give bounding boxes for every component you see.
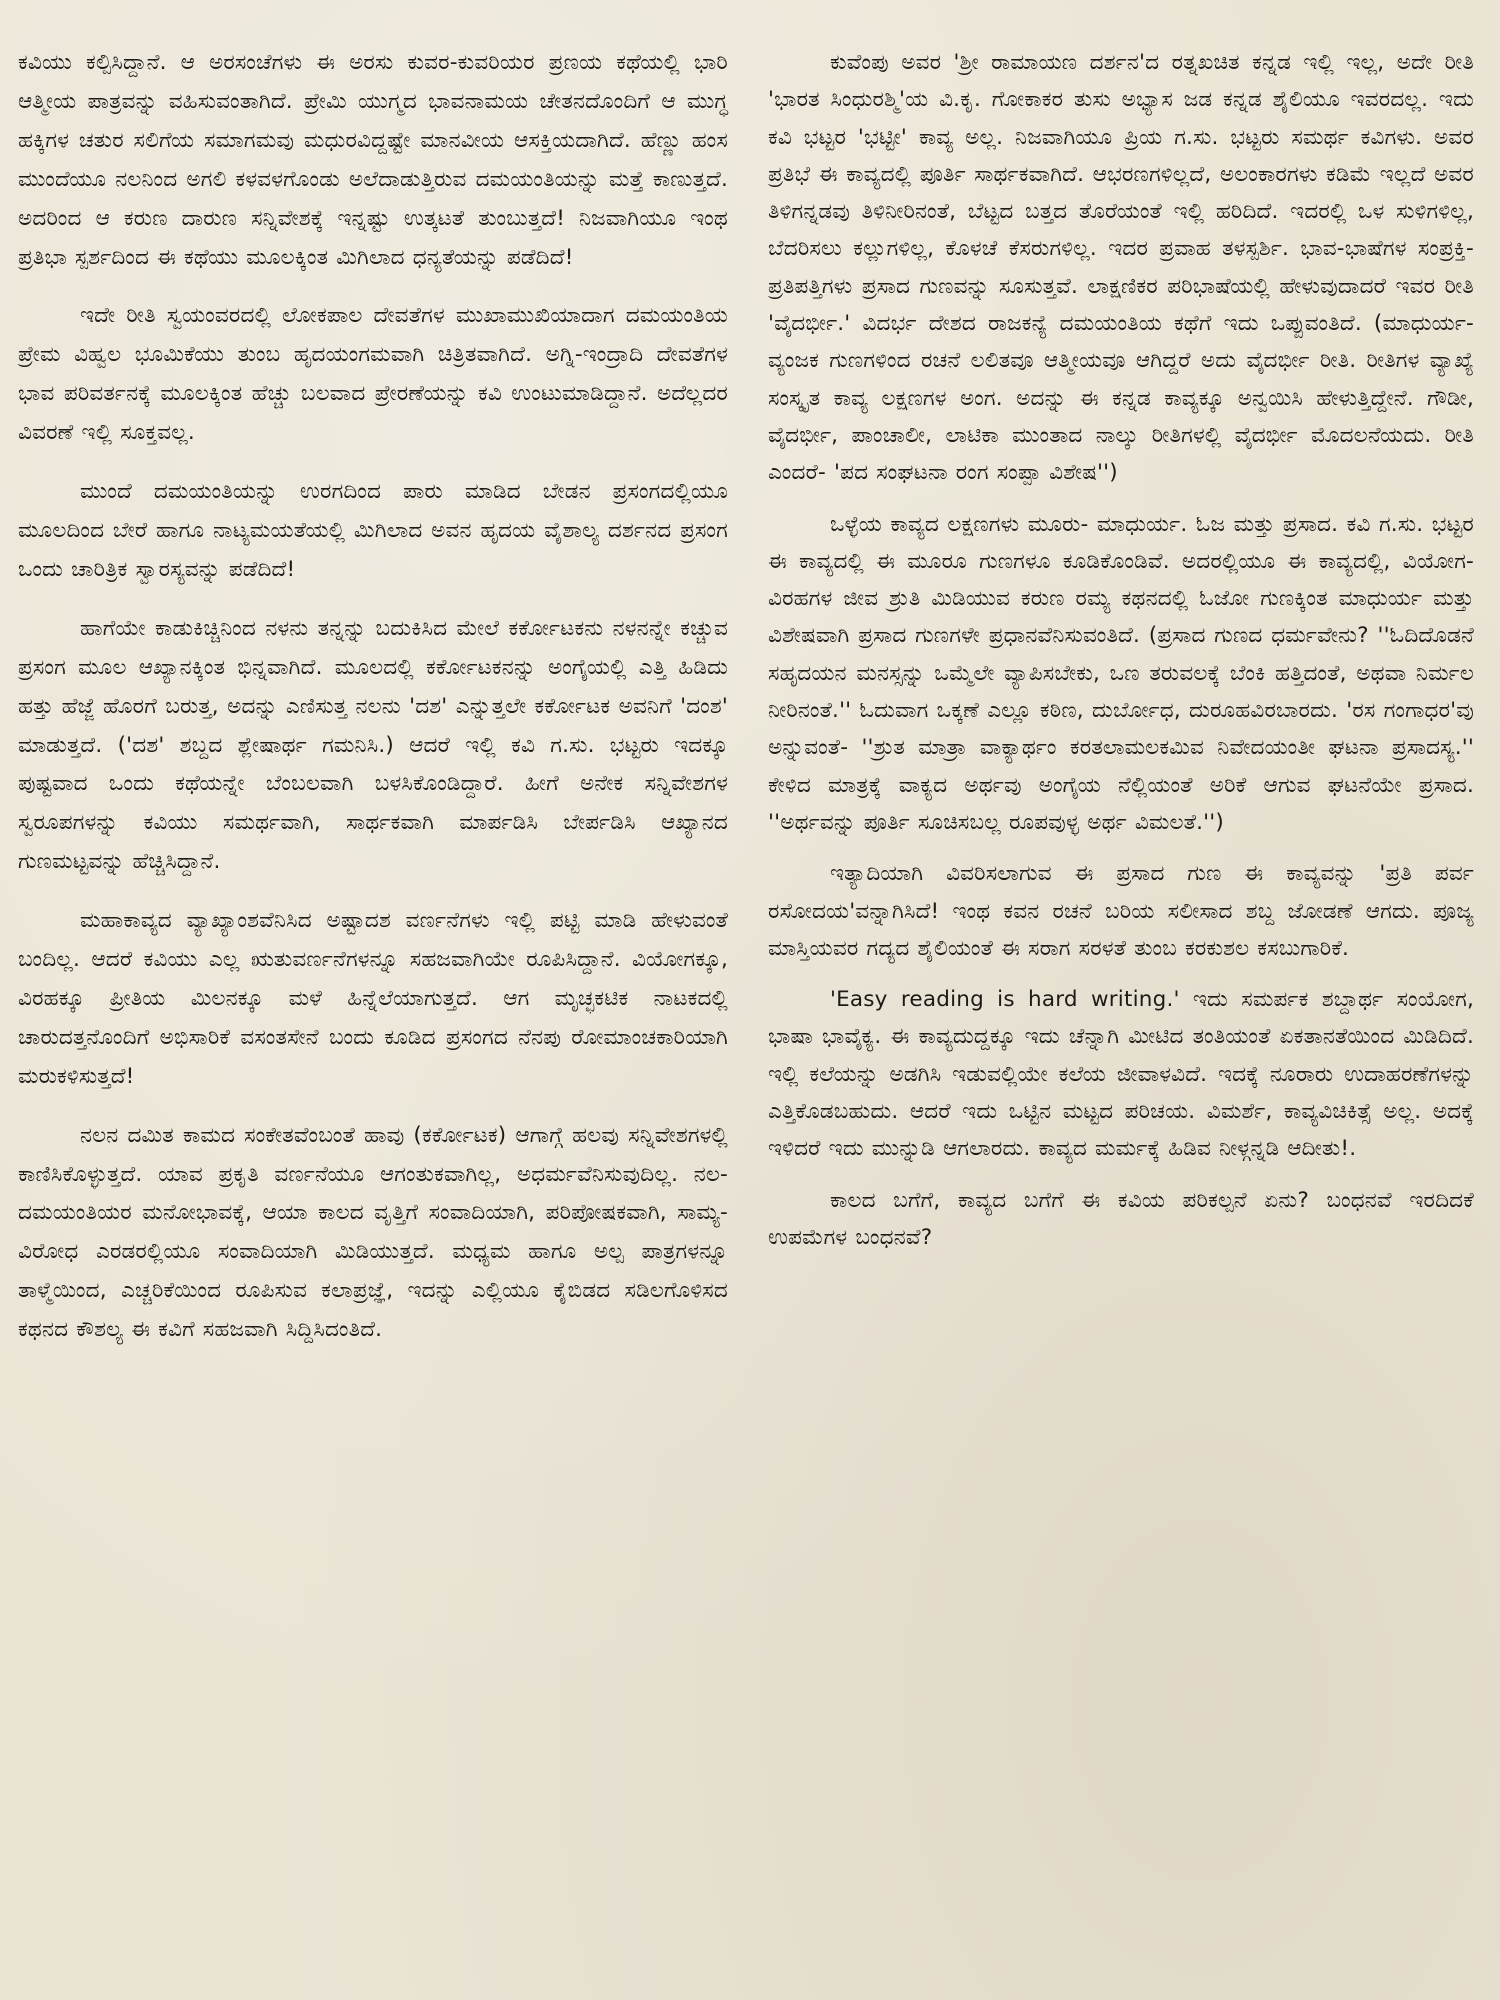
left-column <box>18 44 728 1970</box>
paragraph-karkotaka: ಹಾಗೆಯೇ ಕಾಡುಕಿಚ್ಚಿನಿಂದ ನಳನು ತನ್ನನ್ನು ಬದುಕಿಸಿದ ಮೇಲೆ ಕರ್ಕೋಟಕನು ನಳನನ್ನೇ ಕಚ್ಚುವ ಪ್ರಸಂಗ ಮೂಲ ಆಖ್ಯಾನಕ್ಕಿಂತ ಭಿನ್ನವಾಗಿದೆ. ಮೂಲದಲ್ಲಿ ಕರ್ಕೋಟಕನನ್ನು ಅಂಗೈಯಲ್ಲಿ ಎತ್ತಿ ಹಿಡಿದು ಹತ್ತು ಹೆಜ್ಜೆ ಹೊರಗೆ ಬರುತ್ತ, ಅದನ್ನು ಎಣಿಸುತ್ತ ನಲನು 'ದಶ' ಎನ್ನುತ್ತಲೇ ಕರ್ಕೋಟಕ ಅವನಿಗೆ 'ದಂಶ' ಮಾಡುತ್ತದೆ. ('ದಶ' ಶಬ್ದದ ಶ್ಲೇಷಾರ್ಥ ಗಮನಿಸಿ.) ಆದರೆ ಇಲ್ಲಿ ಕವಿ ಗ.ಸು. ಭಟ್ಟರು ಇದಕ್ಕೂ ಪುಷ್ಟವಾದ ಒಂದು ಕಥೆಯನ್ನೇ ಬೆಂಬಲವಾಗಿ ಬಳಸಿಕೊಂಡಿದ್ದಾರೆ. ಹೀಗೆ ಅನೇಕ ಸನ್ನಿವೇಶಗಳ ಸ್ವರೂಪಗಳನ್ನು ಕವಿಯು ಸಮರ್ಥವಾಗಿ, ಸಾರ್ಥಕವಾಗಿ ಮಾರ್ಪಡಿಸಿ ಬೇರ್ಪಡಿಸಿ ಆಖ್ಯಾನದ ಗುಣಮಟ್ಟವನ್ನು ಹೆಚ್ಚಿಸಿದ್ದಾನೆ. <box>18 615 728 875</box>
paragraph-descriptions: ಮಹಾಕಾವ್ಯದ ವ್ಯಾಖ್ಯಾಂಶವೆನಿಸಿದ ಅಷ್ಟಾದಶ ವರ್ಣನೆಗಳು ಇಲ್ಲಿ ಪಟ್ಟಿ ಮಾಡಿ ಹೇಳುವಂತೆ ಬಂದಿಲ್ಲ. ಆದರೆ ಕವಿಯು ಎಲ್ಲ ಋತುವರ್ಣನೆಗಳನ್ನೂ ಸಹಜವಾಗಿಯೇ ರೂಪಿಸಿದ್ದಾನೆ. ವಿಯೋಗಕ್ಕೂ, ವಿರಹಕ್ಕೂ ಪ್ರೀತಿಯ ಮಿಲನಕ್ಕೂ ಮಳೆ ಹಿನ್ನೆಲೆಯಾಗುತ್ತದೆ. ಆಗ ಮೃಚ್ಛಕಟಿಕ ನಾಟಕದಲ್ಲಿ ಚಾರುದತ್ತನೊಂದಿಗೆ ಅಭಿಸಾರಿಕೆ ವಸಂತಸೇನೆ ಬಂದು ಕೂಡಿದ ಪ್ರಸಂಗದ ನೆನಪು ರೋಮಾಂಚಕಾರಿಯಾಗಿ ಮರುಕಳಿಸುತ್ತದೆ! <box>18 908 728 1089</box>
paragraph-hamsa-messengers: ಕವಿಯು ಕಲ್ಪಿಸಿದ್ದಾನೆ. ಆ ಅರಸಂಚೆಗಳು ಈ ಅರಸು ಕುವರ-ಕುವರಿಯರ ಪ್ರಣಯ ಕಥೆಯಲ್ಲಿ ಭಾರಿ ಆತ್ಮೀಯ ಪಾತ್ರವನ್ನು ವಹಿಸುವಂತಾಗಿದೆ. ಪ್ರೇಮಿ ಯುಗ್ಮದ ಭಾವನಾಮಯ ಚೇತನದೊಂದಿಗೆ ಆ ಮುಗ್ಧ ಹಕ್ಕಿಗಳ ಚತುರ ಸಲಿಗೆಯ ಸಮಾಗಮವು ಮಧುರವಿದ್ದಷ್ಟೇ ಮಾನವೀಯ ಆಸಕ್ತಿಯದಾಗಿದೆ. ಹೆಣ್ಣು ಹಂಸ ಮುಂದೆಯೂ ನಲನಿಂದ ಅಗಲಿ ಕಳವಳಗೊಂಡು ಅಲೆದಾಡುತ್ತಿರುವ ದಮಯಂತಿಯನ್ನು ಮತ್ತೆ ಕಾಣುತ್ತದೆ. ಅದರಿಂದ ಆ ಕರುಣ ದಾರುಣ ಸನ್ನಿವೇಶಕ್ಕೆ ಇನ್ನಷ್ಟು ಉತ್ಕಟತೆ ತುಂಬುತ್ತದೆ! ನಿಜವಾಗಿಯೂ ಇಂಥ ಪ್ರತಿಭಾ ಸ್ಪರ್ಶದಿಂದ ಈ ಕಥೆಯು ಮೂಲಕ್ಕಿಂತ ಮಿಗಿಲಾದ ಧನ್ಯತೆಯನ್ನು ಪಡೆದಿದೆ! <box>18 50 728 270</box>
paragraph-prasada-guna: ಇತ್ಯಾದಿಯಾಗಿ ವಿವರಿಸಲಾಗುವ ಈ ಪ್ರಸಾದ ಗುಣ ಈ ಕಾವ್ಯವನ್ನು 'ಪ್ರತಿ ಪರ್ವ ರಸೋದಯ'ವನ್ನಾಗಿಸಿದೆ! ಇಂಥ ಕವನ ರಚನೆ ಬರಿಯ ಸಲೀಸಾದ ಶಬ್ದ ಜೋಡಣೆ ಆಗದು. ಪೂಜ್ಯ ಮಾಸ್ತಿಯವರ ಗದ್ಯದ ಶೈಲಿಯಂತೆ ಈ ಸರಾಗ ಸರಳತೆ ತುಂಬ ಕರಕುಶಲ ಕಸಬುಗಾರಿಕೆ. <box>768 861 1474 961</box>
paragraph-easy-reading: 'Easy reading is hard writing.' ಇದು ಸಮರ್ಪಕ ಶಬ್ದಾರ್ಥ ಸಂಯೋಗ, ಭಾಷಾ ಭಾವೈಕ್ಯ. ಈ ಕಾವ್ಯದುದ್ದಕ್ಕೂ ಇದು ಚೆನ್ನಾಗಿ ಮೀಟಿದ ತಂತಿಯಂತೆ ಏಕತಾನತೆಯಿಂದ ಮಿಡಿದಿದೆ. ಇಲ್ಲಿ ಕಲೆಯನ್ನು ಅಡಗಿಸಿ ಇಡುವಲ್ಲಿಯೇ ಕಲೆಯ ಜೀವಾಳವಿದೆ. ಇದಕ್ಕೆ ನೂರಾರು ಉದಾಹರಣೆಗಳನ್ನು ಎತ್ತಿಕೊಡಬಹುದು. ಆದರೆ ಇದು ಒಟ್ಟಿನ ಮಟ್ಟದ ಪರಿಚಯ. ವಿಮರ್ಶೆ, ಕಾವ್ಯವಿಚಿಕಿತ್ಸೆ ಅಲ್ಲ. ಅದಕ್ಕೆ ಇಳಿದರೆ ಇದು ಮುನ್ನುಡಿ ಆಗಲಾರದು. ಕಾವ್ಯದ ಮರ್ಮಕ್ಕೆ ಹಿಡಿವ ನೀಳ್ಗನ್ನಡಿ ಆದೀತು!. <box>768 987 1474 1162</box>
paragraph-style-comparison: ಕುವೆಂಪು ಅವರ 'ಶ್ರೀ ರಾಮಾಯಣ ದರ್ಶನ'ದ ರತ್ನಖಚಿತ ಕನ್ನಡ ಇಲ್ಲಿ ಇಲ್ಲ, ಅದೇ ರೀತಿ 'ಭಾರತ ಸಿಂಧುರಶ್ಮಿ'ಯ ವಿ.ಕೃ. ಗೋಕಾಕರ ತುಸು ಅಭ್ಯಾಸ ಜಡ ಕನ್ನಡ ಶೈಲಿಯೂ ಇವರದಲ್ಲ. ಇದು ಕವಿ ಭಟ್ಟರ 'ಭಟ್ಟೀ' ಕಾವ್ಯ ಅಲ್ಲ. ನಿಜವಾಗಿಯೂ ಪ್ರಿಯ ಗ.ಸು. ಭಟ್ಟರು ಸಮರ್ಥ ಕವಿಗಳು. ಅವರ ಪ್ರತಿಭೆ ಈ ಕಾವ್ಯದಲ್ಲಿ ಪೂರ್ತಿ ಸಾರ್ಥಕವಾಗಿದೆ. ಆಭರಣಗಳಿಲ್ಲದೆ, ಅಲಂಕಾರಗಳು ಕಡಿಮೆ ಇಲ್ಲದೆ ಅವರ ತಿಳಿಗನ್ನಡವು ತಿಳಿನೀರಿನಂತೆ, ಬೆಟ್ಟದ ಬತ್ತದ ತೊರೆಯಂತೆ ಇಲ್ಲಿ ಹರಿದಿದೆ. ಇದರಲ್ಲಿ ಒಳ ಸುಳಿಗಳಿಲ್ಲ, ಬೆದರಿಸಲು ಕಲ್ಲುಗಳಿಲ್ಲ, ಕೊಳಚೆ ಕೆಸರುಗಳಿಲ್ಲ. ಇದರ ಪ್ರವಾಹ ತಳಸ್ಪರ್ಶಿ. ಭಾವ-ಭಾಷೆಗಳ ಸಂಪ್ರಕ್ತಿ-ಪ್ರತಿಪತ್ತಿಗಳು ಪ್ರಸಾದ ಗುಣವನ್ನು ಸೂಸುತ್ತವೆ. ಲಾಕ್ಷಣಿಕರ ಪರಿಭಾಷೆಯಲ್ಲಿ ಹೇಳುವುದಾದರೆ ಇವರ ರೀತಿ 'ವೈದರ್ಭೀ.' ವಿದರ್ಭ ದೇಶದ ರಾಜಕನ್ಯೆ ದಮಯಂತಿಯ ಕಥೆಗೆ ಇದು ಒಪ್ಪುವಂತಿದೆ. (ಮಾಧುರ್ಯ-ವ್ಯಂಜಕ ಗುಣಗಳಿಂದ ರಚನೆ ಲಲಿತವೂ ಆತ್ಮೀಯವೂ ಆಗಿದ್ದರೆ ಅದು ವೈದರ್ಭೀ ರೀತಿ. ರೀತಿಗಳ ವ್ಯಾಖ್ಯೆ ಸಂಸ್ಕೃತ ಕಾವ್ಯ ಲಕ್ಷಣಗಳ ಅಂಗ. ಅದನ್ನು ಈ ಕನ್ನಡ ಕಾವ್ಯಕ್ಕೂ ಅನ್ವಯಿಸಿ ಹೇಳುತ್ತಿದ್ದೇನೆ. ಗೌಡೀ, ವೈದರ್ಭೀ, ಪಾಂಚಾಲೀ, ಲಾಟಿಕಾ ಮುಂತಾದ ನಾಲ್ಕು ರೀತಿಗಳಲ್ಲಿ ವೈದರ್ಭೀ ಮೊದಲನೆಯದು. ರೀತಿ ಎಂದರೆ- 'ಪದ ಸಂಘಟನಾ ರಂಗ ಸಂಪ್ಪಾ ವಿಶೇಷ'') <box>768 50 1474 486</box>
right-column <box>768 44 1474 1970</box>
paragraph-serpent-symbol: ನಲನ ದಮಿತ ಕಾಮದ ಸಂಕೇತವೆಂಬಂತೆ ಹಾವು (ಕರ್ಕೋಟಕ) ಆಗಾಗ್ಗೆ ಹಲವು ಸನ್ನಿವೇಶಗಳಲ್ಲಿ ಕಾಣಿಸಿಕೊಳ್ಳುತ್ತದೆ. ಯಾವ ಪ್ರಕೃತಿ ವರ್ಣನೆಯೂ ಆಗಂತುಕವಾಗಿಲ್ಲ, ಅಧರ್ಮವೆನಿಸುವುದಿಲ್ಲ. ನಲ-ದಮಯಂತಿಯರ ಮನೋಭಾವಕ್ಕೆ, ಆಯಾ ಕಾಲದ ವೃತ್ತಿಗೆ ಸಂವಾದಿಯಾಗಿ, ಪರಿಪೋಷಕವಾಗಿ, ಸಾಮ್ಯ-ವಿರೋಧ ಎರಡರಲ್ಲಿಯೂ ಸಂವಾದಿಯಾಗಿ ಮಿಡಿಯುತ್ತದೆ. ಮಧ್ಯಮ ಹಾಗೂ ಅಲ್ಪ ಪಾತ್ರಗಳನ್ನೂ ತಾಳ್ಮೆಯಿಂದ, ಎಚ್ಚರಿಕೆಯಿಂದ ರೂಪಿಸುವ ಕಲಾಪ್ರಜ್ಞೆ, ಇದನ್ನು ಎಲ್ಲಿಯೂ ಕೈಬಿಡದ ಸಡಿಲಗೊಳಿಸದ ಕಥನದ ಕೌಶಲ್ಯ ಈ ಕವಿಗೆ ಸಹಜವಾಗಿ ಸಿದ್ದಿಸಿದಂತಿದೆ. <box>18 1122 728 1343</box>
two-column-layout <box>18 44 1474 1970</box>
paragraph-swayamvara: ಇದೇ ರೀತಿ ಸ್ವಯಂವರದಲ್ಲಿ ಲೋಕಪಾಲ ದೇವತೆಗಳ ಮುಖಾಮುಖಿಯಾದಾಗ ದಮಯಂತಿಯ ಪ್ರೇಮ ವಿಹ್ವಲ ಭೂಮಿಕೆಯು ತುಂಬ ಹೃದಯಂಗಮವಾಗಿ ಚಿತ್ರಿತವಾಗಿದೆ. ಅಗ್ನಿ-ಇಂದ್ರಾದಿ ದೇವತೆಗಳ ಭಾವ ಪರಿವರ್ತನಕ್ಕೆ ಮೂಲಕ್ಕಿಂತ ಹೆಚ್ಚು ಬಲವಾದ ಪ್ರೇರಣೆಯನ್ನು ಕವಿ ಉಂಟುಮಾಡಿದ್ದಾನೆ. ಅದೆಲ್ಲದರ ವಿವರಣೆ ಇಲ್ಲಿ ಸೂಕ್ತವಲ್ಲ. <box>18 303 728 446</box>
paragraph-hunter-episode: ಮುಂದೆ ದಮಯಂತಿಯನ್ನು ಉರಗದಿಂದ ಪಾರು ಮಾಡಿದ ಬೇಡನ ಪ್ರಸಂಗದಲ್ಲಿಯೂ ಮೂಲದಿಂದ ಬೇರೆ ಹಾಗೂ ನಾಟ್ಯಮಯತೆಯಲ್ಲಿ ಮಿಗಿಲಾದ ಅವನ ಹೃದಯ ವೈಶಾಲ್ಯ ದರ್ಶನದ ಪ್ರಸಂಗ ಒಂದು ಚಾರಿತ್ರಿಕ ಸ್ವಾರಸ್ಯವನ್ನು ಪಡೆದಿದೆ! <box>18 479 728 582</box>
paragraph-poetic-qualities: ಒಳ್ಳೆಯ ಕಾವ್ಯದ ಲಕ್ಷಣಗಳು ಮೂರು- ಮಾಧುರ್ಯ. ಓಜ ಮತ್ತು ಪ್ರಸಾದ. ಕವಿ ಗ.ಸು. ಭಟ್ಟರ ಈ ಕಾವ್ಯದಲ್ಲಿ ಈ ಮೂರೂ ಗುಣಗಳೂ ಕೂಡಿಕೊಂಡಿವೆ. ಅದರಲ್ಲಿಯೂ ಈ ಕಾವ್ಯದಲ್ಲಿ, ವಿಯೋಗ-ವಿರಹಗಳ ಜೀವ ಶ್ರುತಿ ಮಿಡಿಯುವ ಕರುಣ ರಮ್ಯ ಕಥನದಲ್ಲಿ ಓಜೋ ಗುಣಕ್ಕಿಂತ ಮಾಧುರ್ಯ ಮತ್ತು ವಿಶೇಷವಾಗಿ ಪ್ರಸಾದ ಗುಣಗಳೇ ಪ್ರಧಾನವೆನಿಸುವಂತಿದೆ. (ಪ್ರಸಾದ ಗುಣದ ಧರ್ಮವೇನು? ''ಓದಿದೊಡನೆ ಸಹೃದಯನ ಮನಸ್ಸನ್ನು ಒಮ್ಮೆಲೇ ವ್ಯಾಪಿಸಬೇಕು, ಒಣ ತರುವಲಕ್ಕೆ ಬೆಂಕಿ ಹತ್ತಿದಂತೆ, ಅಥವಾ ನಿರ್ಮಲ ನೀರಿನಂತೆ.'' ಓದುವಾಗ ಒಕ್ಕಣೆ ಎಲ್ಲೂ ಕಠಿಣ, ದುರ್ಬೋಧ, ದುರೂಹವಿರಬಾರದು. 'ರಸ ಗಂಗಾಧರ'ವು ಅನ್ನುವಂತೆ- ''ಶ್ರುತ ಮಾತ್ರಾ ವಾಕ್ಯಾರ್ಥಂ ಕರತಲಾಮಲಕಮಿವ ನಿವೇದಯಂತೀ ಘಟನಾ ಪ್ರಸಾದಸ್ಯ.'' ಕೇಳಿದ ಮಾತ್ರಕ್ಕೆ ವಾಕ್ಯದ ಅರ್ಥವು ಅಂಗೈಯ ನೆಲ್ಲಿಯಂತೆ ಅರಿಕೆ ಆಗುವ ಘಟನೆಯೇ ಪ್ರಸಾದ. ''ಅರ್ಥವನ್ನು ಪೂರ್ತಿ ಸೂಚಿಸಬಲ್ಲ ರೂಪವುಳ್ಳ ಅರ್ಥ ವಿಮಲತೆ.'') <box>768 511 1474 835</box>
paragraph-closing-question: ಕಾಲದ ಬಗೆಗೆ, ಕಾವ್ಯದ ಬಗೆಗೆ ಈ ಕವಿಯ ಪರಿಕಲ್ಪನೆ ಏನು? ಬಂಧನವೆ ಇರದಿದಕೆ ಉಪಮೆಗಳ ಬಂಧನವೆ? <box>768 1187 1474 1250</box>
